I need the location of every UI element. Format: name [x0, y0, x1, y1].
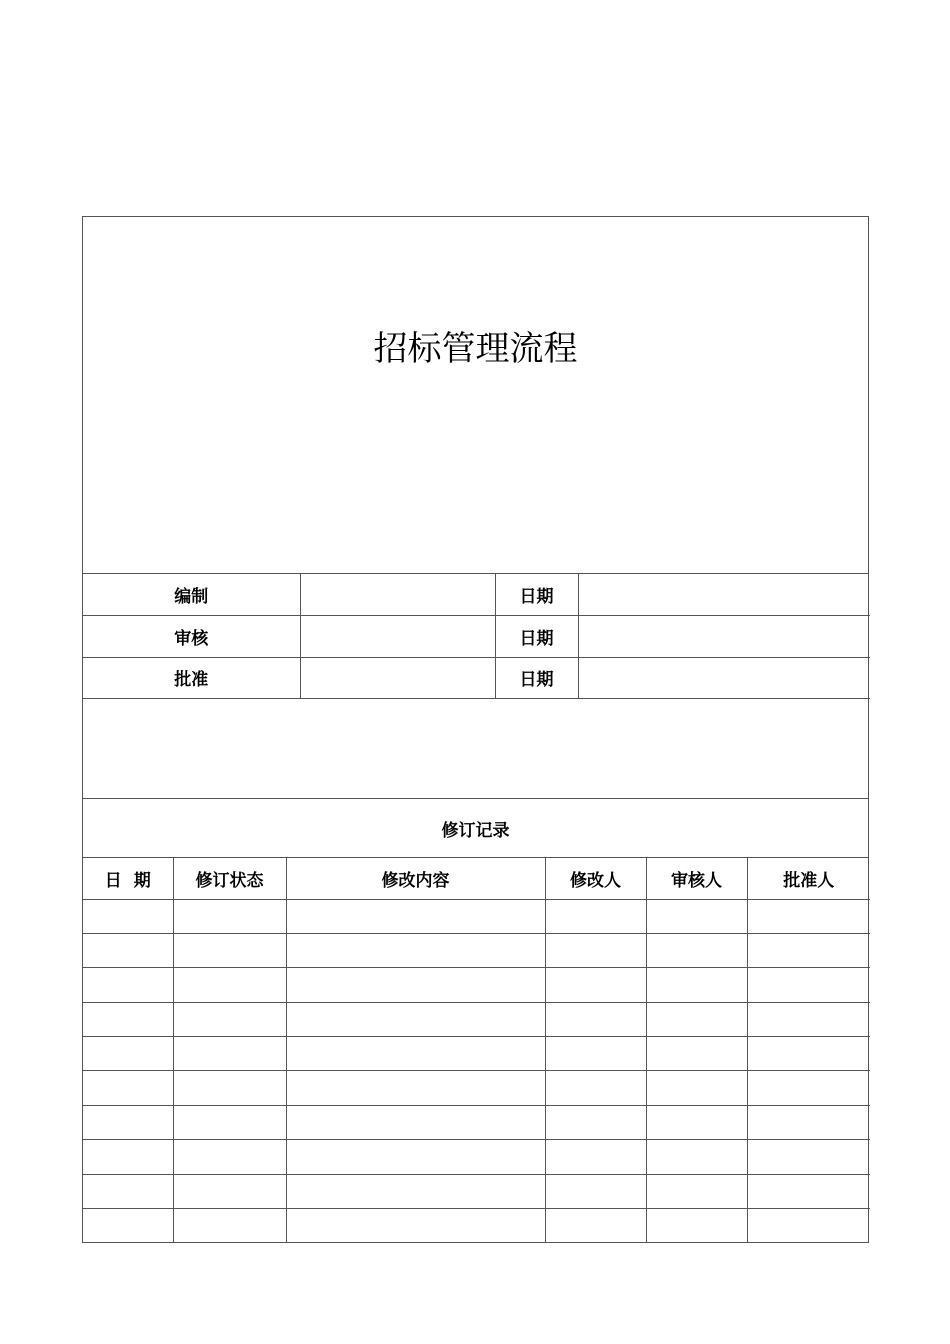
revision-cell-content[interactable]	[286, 899, 545, 933]
approval-date-cell[interactable]	[578, 616, 870, 658]
revision-cell-date[interactable]	[83, 1140, 173, 1174]
header-content: 修改内容	[286, 858, 545, 899]
title-block	[83, 217, 868, 574]
revision-header-row	[83, 858, 870, 899]
revision-cell-approver[interactable]	[747, 1105, 870, 1139]
document-cover-form	[82, 216, 869, 1243]
revision-cell-status[interactable]	[173, 899, 286, 933]
revision-cell-date[interactable]	[83, 1174, 173, 1208]
revision-cell-approver[interactable]	[747, 1071, 870, 1105]
revision-cell-approver[interactable]	[747, 1174, 870, 1208]
revision-cell-reviewer[interactable]	[646, 1209, 747, 1243]
revision-cell-content[interactable]	[286, 1140, 545, 1174]
revision-cell-reviewer[interactable]	[646, 1002, 747, 1036]
revision-cell-approver[interactable]	[747, 1037, 870, 1071]
approval-role-label: 批准	[83, 657, 300, 699]
table-row	[83, 1209, 870, 1243]
approval-name-cell[interactable]	[300, 657, 495, 699]
revision-cell-content[interactable]	[286, 1174, 545, 1208]
revision-cell-approver[interactable]	[747, 1002, 870, 1036]
approval-table	[83, 574, 870, 699]
revision-cell-date[interactable]	[83, 899, 173, 933]
revision-cell-approver[interactable]	[747, 968, 870, 1002]
revision-cell-editor[interactable]	[545, 968, 646, 1002]
approval-date-label: 日期	[495, 616, 578, 658]
revision-cell-status[interactable]	[173, 1140, 286, 1174]
approval-date-label: 日期	[495, 574, 578, 616]
revision-cell-reviewer[interactable]	[646, 1105, 747, 1139]
table-row	[83, 1071, 870, 1105]
revision-cell-date[interactable]	[83, 1071, 173, 1105]
revision-cell-reviewer[interactable]	[646, 933, 747, 967]
approval-date-cell[interactable]	[578, 574, 870, 616]
table-row	[83, 1002, 870, 1036]
revision-cell-content[interactable]	[286, 1071, 545, 1105]
revision-cell-status[interactable]	[173, 968, 286, 1002]
revision-cell-content[interactable]	[286, 1002, 545, 1036]
revision-cell-reviewer[interactable]	[646, 1140, 747, 1174]
table-row	[83, 1140, 870, 1174]
revision-cell-date[interactable]	[83, 1002, 173, 1036]
revision-cell-reviewer[interactable]	[646, 1174, 747, 1208]
header-editor: 修改人	[545, 858, 646, 899]
revision-cell-content[interactable]	[286, 1209, 545, 1243]
revision-cell-date[interactable]	[83, 1037, 173, 1071]
revision-cell-editor[interactable]	[545, 1037, 646, 1071]
table-row	[83, 899, 870, 933]
revision-cell-status[interactable]	[173, 933, 286, 967]
table-row	[83, 1105, 870, 1139]
table-row	[83, 1037, 870, 1071]
revision-cell-date[interactable]	[83, 968, 173, 1002]
revision-cell-editor[interactable]	[545, 933, 646, 967]
blank-section	[83, 699, 868, 799]
approval-name-cell[interactable]	[300, 616, 495, 658]
revision-cell-date[interactable]	[83, 1105, 173, 1139]
revision-cell-status[interactable]	[173, 1209, 286, 1243]
revision-cell-content[interactable]	[286, 1105, 545, 1139]
revision-cell-status[interactable]	[173, 1174, 286, 1208]
approval-name-cell[interactable]	[300, 574, 495, 616]
revision-cell-content[interactable]	[286, 933, 545, 967]
revision-cell-content[interactable]	[286, 968, 545, 1002]
revision-cell-editor[interactable]	[545, 1174, 646, 1208]
table-row	[83, 968, 870, 1002]
table-row	[83, 933, 870, 967]
approval-role-label: 编制	[83, 574, 300, 616]
revision-cell-reviewer[interactable]	[646, 1037, 747, 1071]
revision-cell-approver[interactable]	[747, 1209, 870, 1243]
approval-row-review	[83, 616, 870, 658]
approval-row-compile	[83, 574, 870, 616]
revision-record-title: 修订记录	[83, 799, 868, 858]
revision-cell-reviewer[interactable]	[646, 1071, 747, 1105]
revision-cell-reviewer[interactable]	[646, 968, 747, 1002]
revision-cell-approver[interactable]	[747, 933, 870, 967]
revision-cell-status[interactable]	[173, 1037, 286, 1071]
header-date: 日期	[83, 858, 173, 899]
approval-row-approve	[83, 657, 870, 699]
revision-cell-approver[interactable]	[747, 899, 870, 933]
revision-cell-date[interactable]	[83, 1209, 173, 1243]
revision-cell-status[interactable]	[173, 1071, 286, 1105]
revision-cell-editor[interactable]	[545, 1071, 646, 1105]
revision-cell-editor[interactable]	[545, 1105, 646, 1139]
approval-role-label: 审核	[83, 616, 300, 658]
header-approver: 批准人	[747, 858, 870, 899]
header-reviewer: 审核人	[646, 858, 747, 899]
table-row	[83, 1174, 870, 1208]
revision-cell-content[interactable]	[286, 1037, 545, 1071]
revision-cell-date[interactable]	[83, 933, 173, 967]
header-status: 修订状态	[173, 858, 286, 899]
revision-cell-editor[interactable]	[545, 1002, 646, 1036]
approval-date-label: 日期	[495, 657, 578, 699]
revision-cell-approver[interactable]	[747, 1140, 870, 1174]
revision-cell-status[interactable]	[173, 1002, 286, 1036]
document-title: 招标管理流程	[373, 329, 578, 369]
approval-date-cell[interactable]	[578, 657, 870, 699]
revision-cell-editor[interactable]	[545, 1140, 646, 1174]
revision-cell-status[interactable]	[173, 1105, 286, 1139]
revision-table	[83, 858, 870, 1243]
revision-cell-editor[interactable]	[545, 899, 646, 933]
revision-cell-editor[interactable]	[545, 1209, 646, 1243]
revision-cell-reviewer[interactable]	[646, 899, 747, 933]
